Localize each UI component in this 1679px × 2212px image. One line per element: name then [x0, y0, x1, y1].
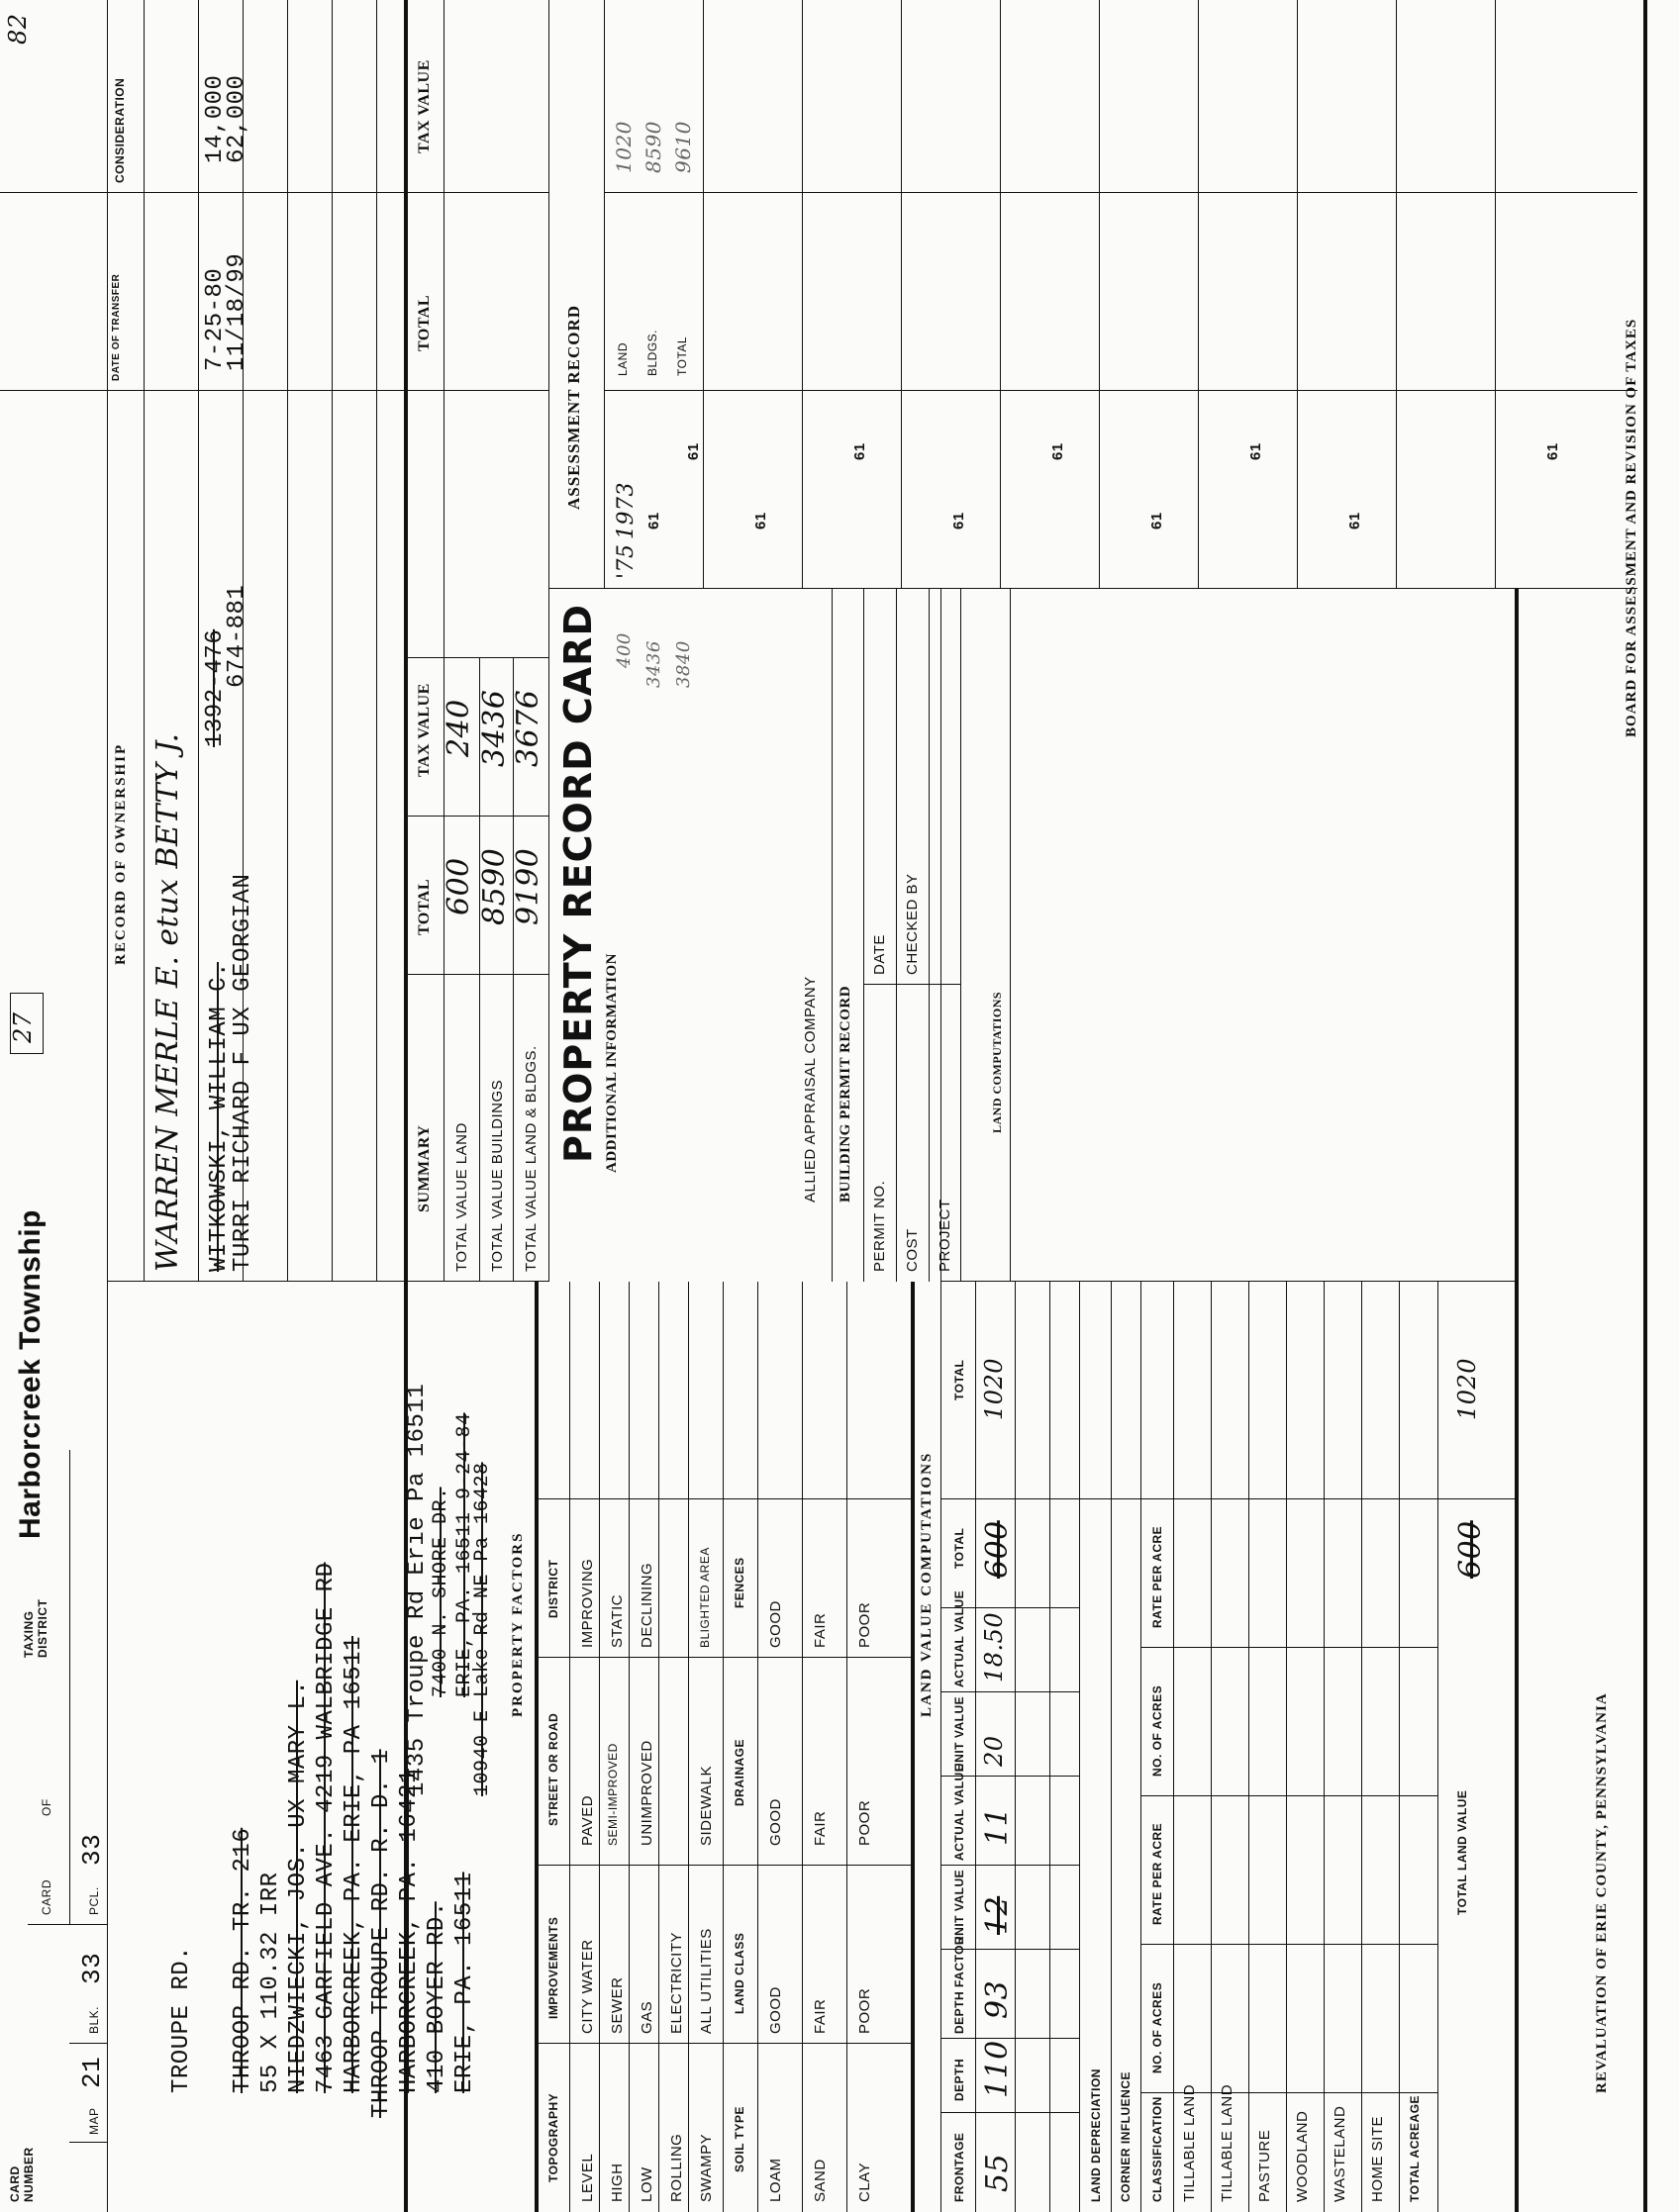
- street-semi: SEMI-IMPROVED: [606, 1743, 620, 1846]
- appraisal-company: ALLIED APPRAISAL COMPANY: [802, 976, 819, 1202]
- drainage-fair: FAIR: [812, 1810, 829, 1846]
- summary-row-bldgs-tax: 3436: [477, 689, 512, 767]
- owner-3-name: TURRI RICHARD F UX GEORGIAN: [230, 873, 256, 1272]
- summary-row-land-label: TOTAL VALUE LAND: [453, 1122, 470, 1272]
- imp-sewer: SEWER: [609, 1976, 626, 2034]
- assessment-year-mark-1: '75: [614, 543, 639, 579]
- class-pasture: PASTURE: [1256, 2129, 1273, 2202]
- summary-row-grand-total: 9190: [511, 847, 545, 925]
- fences-good: GOOD: [767, 1600, 784, 1648]
- district-static: STATIC: [609, 1593, 626, 1648]
- street-paved: PAVED: [579, 1794, 596, 1846]
- soil-clay: CLAY: [856, 2162, 873, 2202]
- assessment-land-value: 1020: [612, 121, 636, 173]
- improvements-title: IMPROVEMENTS: [546, 1916, 560, 2019]
- owner-3-consideration: 62,000: [224, 74, 250, 163]
- blk-value: 33: [77, 1952, 107, 1984]
- soil-sand: SAND: [812, 2159, 829, 2202]
- additional-info-title: ADDITIONAL INFORMATION: [604, 953, 620, 1173]
- owner-3-date: 11/18/99: [224, 252, 250, 371]
- lv-unit-1: 12: [980, 1895, 1015, 1935]
- summary-total-label: TOTAL: [416, 878, 433, 935]
- class-h-classification: CLASSIFICATION: [1150, 2096, 1164, 2202]
- permit-project-label: PROJECT: [937, 1199, 953, 1272]
- assessment-row-total: TOTAL: [675, 336, 689, 376]
- address-struck-3: 10940 E Lake Rd NE Pa 16428: [471, 1462, 494, 1796]
- drainage-title: DRAINAGE: [733, 1738, 746, 1806]
- additional-note-1: 400: [614, 632, 635, 668]
- top-total-label: TOTAL: [416, 294, 433, 351]
- total-land-value-label: TOTAL LAND VALUE: [1455, 1789, 1469, 1915]
- address-struck-2: ERIE, PA. 16511 9-24-84: [453, 1412, 476, 1697]
- landclass-fair: FAIR: [812, 1998, 829, 2034]
- assessment-year-9: 61: [1346, 512, 1363, 529]
- taxing-district-label: TAXING DISTRICT: [22, 1598, 49, 1658]
- summary-row-total-label: TOTAL VALUE LAND & BLDGS.: [523, 1045, 540, 1272]
- district-blighted: BLIGHTED AREA: [698, 1547, 712, 1648]
- permit-cost-label: COST: [904, 1228, 921, 1272]
- property-line-4: 7463 GARFIELD AVE. 4219 WALBRIDGE RD: [313, 1562, 340, 2093]
- lv-unit-2: 20: [980, 1735, 1008, 1767]
- assessment-year-7: 61: [1148, 512, 1165, 529]
- assessment-bldgs-value: 8590: [642, 121, 665, 173]
- lv-total-2: 1020: [980, 1357, 1008, 1420]
- imp-electricity: ELECTRICITY: [668, 1931, 685, 2034]
- landclass-poor: POOR: [856, 1987, 873, 2034]
- permit-no-label: PERMIT NO.: [871, 1180, 888, 1272]
- land-value-title: LAND VALUE COMPUTATIONS: [919, 1451, 935, 1717]
- class-h-rate-2: RATE PER ACRE: [1150, 1525, 1164, 1628]
- topography-title: TOPOGRAPHY: [546, 2092, 560, 2182]
- class-tillable-1: TILLABLE LAND: [1181, 2083, 1198, 2202]
- corner-influence-label: CORNER INFLUENCE: [1119, 2070, 1133, 2202]
- lv-h-depth: DEPTH: [952, 2058, 966, 2101]
- summary-title: SUMMARY: [416, 1124, 433, 1212]
- summary-row-bldgs-label: TOTAL VALUE BUILDINGS: [489, 1079, 506, 1272]
- assessment-year-3: 61: [752, 512, 769, 529]
- footer-left: REVALUATION OF ERIE COUNTY, PENNSYLVANIA: [1594, 1692, 1610, 2093]
- pcl-value: 33: [77, 1833, 107, 1866]
- street-unimproved: UNIMPROVED: [639, 1740, 655, 1846]
- permit-date-label: DATE: [871, 934, 888, 975]
- additional-note-2: 3436: [643, 640, 664, 688]
- class-woodland: WOODLAND: [1294, 2110, 1311, 2202]
- street-sidewalk: SIDEWALK: [698, 1766, 715, 1846]
- district-declining: DECLINING: [639, 1562, 655, 1648]
- assessment-year-2: 61: [685, 442, 702, 460]
- map-value: 21: [77, 2056, 107, 2088]
- permit-checked-label: CHECKED BY: [904, 873, 921, 975]
- topo-rolling: ROLLING: [668, 2133, 685, 2202]
- lv-depth: 110: [980, 2040, 1015, 2098]
- owner-1-name: WARREN MERLE E. etux BETTY J.: [150, 732, 185, 1272]
- property-line-9: ERIE, PA. 16511: [451, 1872, 478, 2093]
- lv-h-unit-1: UNIT VALUE: [952, 1869, 966, 1945]
- lv-h-unit-2: UNIT VALUE: [952, 1695, 966, 1772]
- fences-poor: POOR: [856, 1601, 873, 1648]
- imp-utilities: ALL UTILITIES: [698, 1928, 715, 2034]
- card-title: PROPERTY RECORD CARD: [556, 604, 600, 1163]
- card-number-label: CARD NUMBER: [8, 2147, 36, 2202]
- map-label: MAP: [87, 2107, 101, 2135]
- land-depreciation-label: LAND DEPRECIATION: [1089, 2068, 1103, 2202]
- address-current: 1435 Troupe Rd Erie Pa 16511: [404, 1383, 431, 1796]
- date-of-transfer-label: DATE OF TRANSFER: [111, 273, 122, 381]
- assessment-year-1: 61: [645, 512, 662, 529]
- soil-loam: LOAM: [767, 2158, 784, 2202]
- assessment-row-land: LAND: [616, 341, 630, 376]
- lv-actual-2: 18.50: [980, 1611, 1008, 1683]
- summary-row-bldgs-total: 8590: [477, 847, 512, 925]
- ownership-title: RECORD OF OWNERSHIP: [113, 742, 129, 965]
- of-label: OF: [40, 1798, 53, 1816]
- assessment-year-8: 61: [1247, 442, 1264, 460]
- lv-h-actual-1: ACTUAL VALUE: [952, 1763, 966, 1861]
- class-h-acres-1: NO. OF ACRES: [1150, 1981, 1164, 2073]
- owner-2-deed: 1392-476: [202, 628, 229, 747]
- imp-gas: GAS: [639, 2000, 655, 2034]
- street-title: STREET OR ROAD: [546, 1712, 560, 1826]
- property-line-3: NIEDZWIECKI, JOS. UX MARY L.: [285, 1680, 312, 2093]
- street-name: TROUPE RD.: [168, 1945, 195, 2093]
- property-line-2: 55 X 110.32 IRR: [257, 1872, 284, 2093]
- lv-h-frontage: FRONTAGE: [952, 2132, 966, 2202]
- township-name: Harborcreek Township: [14, 1209, 47, 1539]
- permit-title: BUILDING PERMIT RECORD: [838, 985, 853, 1202]
- card-label: CARD: [40, 1878, 53, 1915]
- landclass-good: GOOD: [767, 1986, 784, 2034]
- fences-title: FENCES: [733, 1557, 746, 1608]
- total-land-value-2: 1020: [1453, 1357, 1481, 1420]
- class-h-acres-2: NO. OF ACRES: [1150, 1684, 1164, 1777]
- lv-actual-1: 11: [980, 1806, 1015, 1846]
- soil-title: SOIL TYPE: [733, 2106, 746, 2172]
- assessment-title: ASSESSMENT RECORD: [564, 304, 583, 510]
- topo-level: LEVEL: [579, 2153, 596, 2202]
- lv-depth-factor: 93: [980, 1979, 1015, 2019]
- owner-2-date: 7-25-80: [202, 267, 229, 371]
- owner-2-name: WITKOWSKI, WILLIAM C.: [206, 962, 233, 1272]
- blk-label: BLK.: [87, 2005, 101, 2034]
- owner-3-deed: 674-881: [224, 584, 250, 688]
- lv-h-actual-2: ACTUAL VALUE: [952, 1589, 966, 1687]
- factors-title: PROPERTY FACTORS: [510, 1531, 526, 1717]
- district-improving: IMPROVING: [579, 1558, 596, 1648]
- topo-swampy: SWAMPY: [698, 2133, 715, 2202]
- fences-fair: FAIR: [812, 1612, 829, 1648]
- drainage-good: GOOD: [767, 1798, 784, 1846]
- land-computations-label: LAND COMPUTATIONS: [990, 991, 1004, 1133]
- land-class-title: LAND CLASS: [733, 1932, 746, 2014]
- property-line-7: HARBORCREEK, PA. 16421: [396, 1769, 423, 2093]
- property-line-5: HARBORCREEK, PA. ERIE, PA 16511: [341, 1636, 367, 2093]
- district-title: DISTRICT: [546, 1559, 560, 1618]
- property-line-1: THROOP RD. TR. 216: [230, 1827, 256, 2093]
- lv-h-total-2: TOTAL: [952, 1359, 966, 1400]
- summary-row-land-tax: 240: [442, 699, 476, 757]
- lv-h-depth-factor: DEPTH FACTOR: [952, 1935, 966, 2034]
- topo-low: LOW: [639, 2166, 655, 2202]
- owner-2-consideration: 14,000: [202, 74, 229, 163]
- assessment-year-mark-2: 1973: [614, 482, 639, 539]
- page-number-box: [10, 993, 44, 1054]
- assessment-year-4: 61: [851, 442, 868, 460]
- property-line-8: 410 BOYER RD.: [424, 1901, 450, 2093]
- summary-row-land-total: 600: [442, 857, 476, 915]
- corner-mark: 82: [4, 13, 32, 45]
- property-line-6: THROOP TROUPE RD. R. D. 1: [368, 1749, 395, 2118]
- summary-tax-label: TAX VALUE: [416, 683, 433, 777]
- assessment-total-value: 9610: [671, 121, 695, 173]
- top-tax-label: TAX VALUE: [416, 59, 433, 153]
- topo-high: HIGH: [609, 2163, 626, 2202]
- assessment-year-6: 61: [1049, 442, 1066, 460]
- page-number: 27: [9, 1011, 37, 1043]
- footer-right: BOARD FOR ASSESSMENT AND REVISION OF TAXES: [1624, 318, 1639, 737]
- assessment-year-5: 61: [950, 512, 967, 529]
- summary-row-grand-tax: 3676: [511, 689, 545, 767]
- class-h-rate-1: RATE PER ACRE: [1150, 1822, 1164, 1925]
- total-land-value-1: 600: [1453, 1520, 1488, 1579]
- drainage-poor: POOR: [856, 1799, 873, 1846]
- total-acreage-label: TOTAL ACREAGE: [1408, 2094, 1422, 2202]
- pcl-label: PCL.: [87, 1886, 101, 1915]
- assessment-year-10: 61: [1544, 442, 1561, 460]
- additional-note-3: 3840: [673, 640, 694, 688]
- lv-frontage: 55: [980, 2153, 1015, 2192]
- address-struck-1: 7400 N. SHORE DR.: [430, 1487, 452, 1697]
- class-wasteland: WASTELAND: [1332, 2105, 1348, 2202]
- lv-total-1: 600: [980, 1520, 1015, 1579]
- imp-water: CITY WATER: [579, 1939, 596, 2034]
- consideration-label: CONSIDERATION: [113, 77, 127, 183]
- lv-h-total-1: TOTAL: [952, 1527, 966, 1569]
- assessment-row-bldgs: BLDGS.: [645, 329, 659, 376]
- class-home-site: HOME SITE: [1369, 2115, 1386, 2202]
- class-tillable-2: TILLABLE LAND: [1219, 2083, 1235, 2202]
